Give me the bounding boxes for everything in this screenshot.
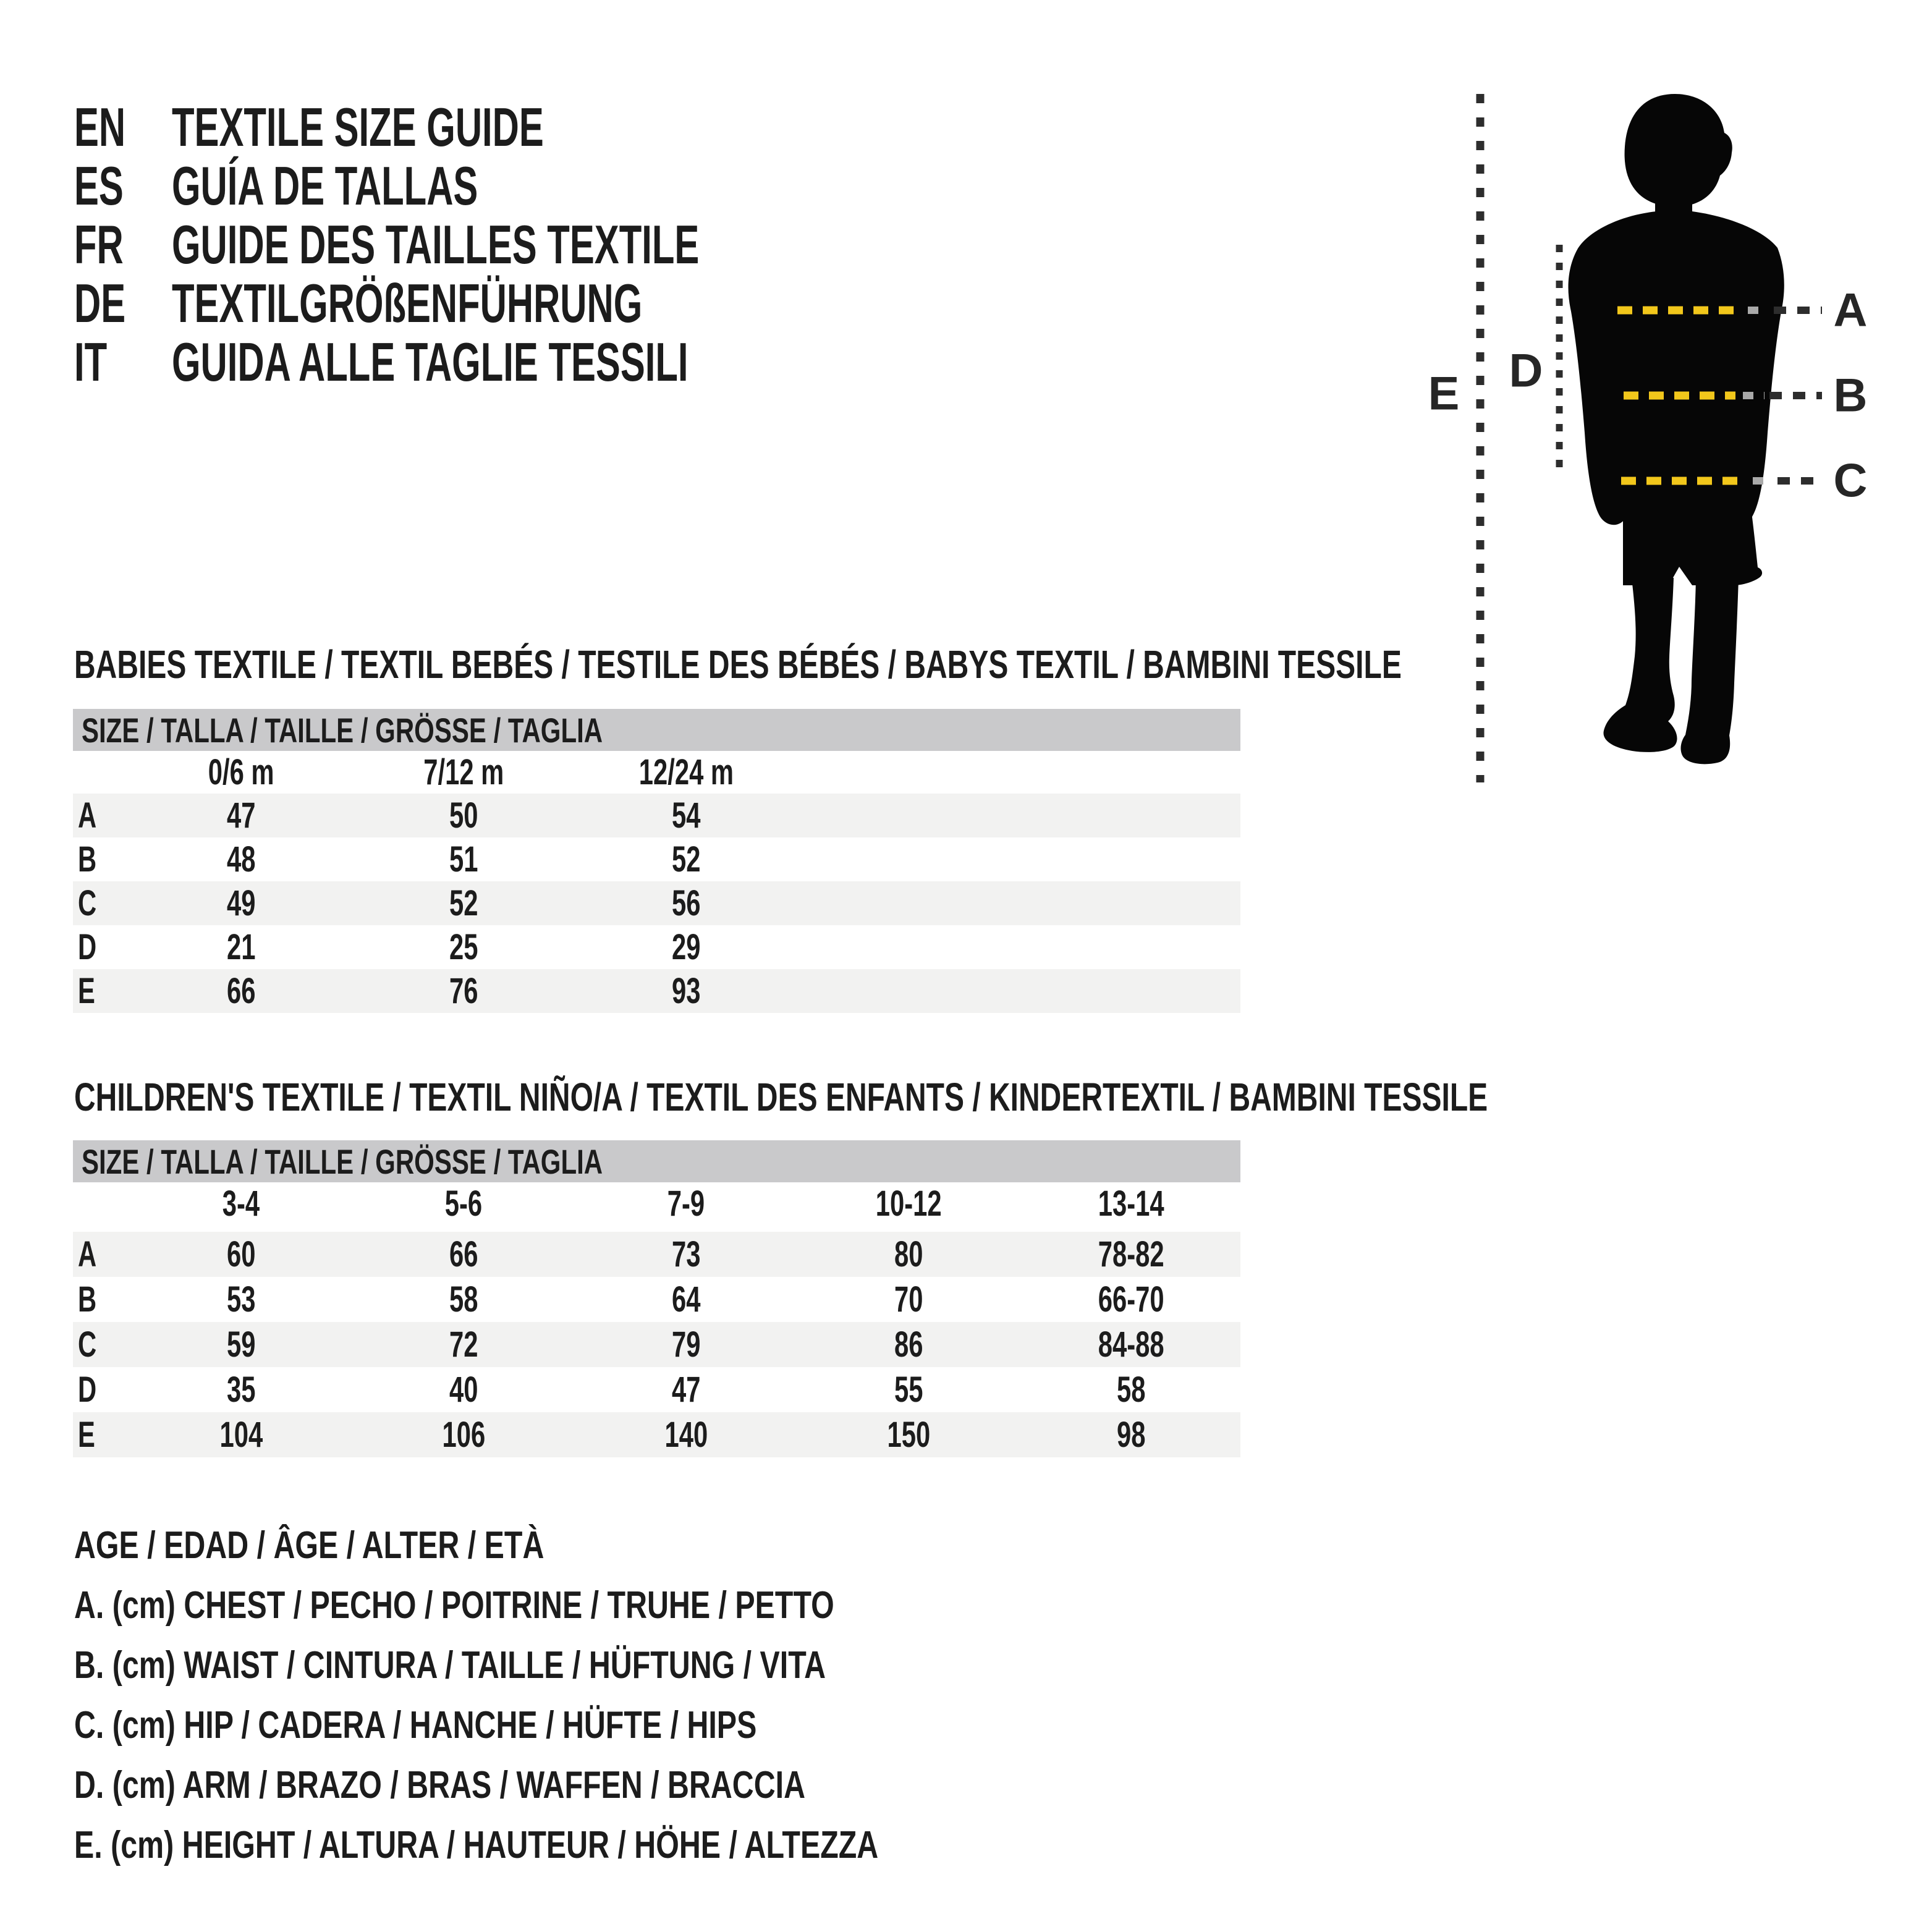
legend-arm-line (74, 1755, 1105, 1815)
legend-chest-line (74, 1575, 1105, 1635)
header-row-fr (74, 215, 947, 274)
children-row-a (73, 1232, 1240, 1277)
legend-waist-line (74, 1635, 1105, 1695)
children-section-title (74, 1075, 1932, 1119)
children-a-val-2: 66 (449, 1234, 478, 1274)
babies-c-val-2: 52 (449, 883, 478, 923)
children-row-d-label: D (78, 1370, 97, 1410)
babies-row-b-label: B (78, 839, 97, 879)
children-a-val-4: 80 (894, 1234, 923, 1274)
children-e-val-2: 106 (442, 1415, 485, 1455)
babies-section-title (74, 643, 1844, 686)
children-row-c (73, 1322, 1240, 1367)
children-c-val-1: 59 (226, 1324, 256, 1365)
babies-b-val-1: 48 (226, 839, 256, 879)
marker-b-label: B (1833, 369, 1868, 422)
babies-row-e (73, 969, 1240, 1013)
lang-code-fr: FR (74, 214, 124, 275)
children-row-d (73, 1367, 1240, 1412)
babies-col-7-12m: 7/12 m (423, 752, 504, 792)
children-e-val-5: 98 (1116, 1415, 1146, 1455)
children-e-val-3: 140 (664, 1415, 708, 1455)
header-row-es (74, 156, 947, 215)
children-b-val-1: 53 (226, 1279, 256, 1320)
children-b-val-4: 70 (894, 1279, 923, 1320)
children-d-val-3: 47 (671, 1370, 701, 1410)
children-c-val-3: 79 (671, 1324, 701, 1365)
measurement-legend (74, 1515, 1105, 1875)
header-row-it (74, 333, 947, 391)
legend-height-line (74, 1815, 1105, 1875)
children-d-val-5: 58 (1116, 1370, 1146, 1410)
children-row-b (73, 1277, 1240, 1322)
babies-e-val-2: 76 (449, 971, 478, 1011)
children-e-val-4: 150 (887, 1415, 930, 1455)
babies-d-val-3: 29 (671, 927, 701, 967)
babies-row-b (73, 837, 1240, 881)
babies-b-val-2: 51 (449, 839, 478, 879)
children-column-header-row (73, 1182, 1240, 1224)
babies-row-c (73, 881, 1240, 925)
legend-waist-text: B. (cm) WAIST / CINTURA / TAILLE / HÜFTUNG / VITA (74, 1644, 826, 1687)
legend-chest-text: A. (cm) CHEST / PECHO / POITRINE / TRUHE / PETTO (74, 1584, 834, 1627)
babies-row-d (73, 925, 1240, 969)
title-es: GUÍA DE TALLAS (172, 155, 478, 216)
children-a-val-1: 60 (226, 1234, 256, 1274)
title-it: GUIDA ALLE TAGLIE TESSILI (172, 331, 688, 392)
measurement-diagram (1409, 87, 1932, 816)
marker-c-label: C (1833, 454, 1868, 507)
babies-size-header-bar (73, 709, 1240, 751)
legend-hip-text: C. (cm) HIP / CADERA / HANCHE / HÜFTE / HIPS (74, 1704, 757, 1747)
children-section-title-text: CHILDREN'S TEXTILE / TEXTIL NIÑO/A / TEXTIL DES ENFANTS / KINDERTEXTIL / BAMBINI TESSILE (74, 1075, 1488, 1119)
marker-d-label: D (1509, 344, 1543, 397)
lang-code-en: EN (74, 96, 126, 158)
children-size-header-bar (73, 1140, 1240, 1182)
babies-a-val-1: 47 (226, 795, 256, 836)
babies-row-a (73, 794, 1240, 837)
babies-col-0-6m: 0/6 m (208, 752, 274, 792)
lang-code-it: IT (74, 331, 108, 392)
title-en: TEXTILE SIZE GUIDE (172, 96, 544, 158)
babies-row-c-label: C (78, 883, 97, 923)
children-b-val-3: 64 (671, 1279, 701, 1320)
babies-b-val-3: 52 (671, 839, 701, 879)
children-row-e-label: E (78, 1415, 95, 1455)
children-row-b-label: B (78, 1279, 97, 1320)
children-b-val-2: 58 (449, 1279, 478, 1320)
children-e-val-1: 104 (219, 1415, 263, 1455)
children-col-7-9: 7-9 (667, 1183, 705, 1224)
legend-age-line (74, 1515, 1105, 1575)
children-c-val-2: 72 (449, 1324, 478, 1365)
babies-e-val-1: 66 (226, 971, 256, 1011)
babies-a-val-3: 54 (671, 795, 701, 836)
children-col-5-6: 5-6 (444, 1183, 483, 1224)
babies-c-val-3: 56 (671, 883, 701, 923)
marker-e-label: E (1428, 367, 1460, 420)
children-c-val-4: 86 (894, 1324, 923, 1365)
children-col-13-14: 13-14 (1098, 1183, 1164, 1224)
babies-d-val-2: 25 (449, 927, 478, 967)
title-de: TEXTILGRÖßENFÜHRUNG (172, 273, 643, 334)
children-col-3-4: 3-4 (222, 1183, 260, 1224)
language-header (74, 98, 947, 391)
header-row-de (74, 274, 947, 333)
legend-arm-text: D. (cm) ARM / BRAZO / BRAS / WAFFEN / BRACCIA (74, 1764, 806, 1807)
babies-c-val-1: 49 (226, 883, 256, 923)
babies-e-val-3: 93 (671, 971, 701, 1011)
children-b-val-5: 66-70 (1098, 1279, 1164, 1320)
header-row-en (74, 98, 947, 156)
children-row-a-label: A (78, 1234, 97, 1274)
babies-row-d-label: D (78, 927, 97, 967)
children-row-e (73, 1412, 1240, 1457)
children-d-val-2: 40 (449, 1370, 478, 1410)
lang-code-es: ES (74, 155, 124, 216)
babies-row-e-label: E (78, 971, 95, 1011)
legend-age-text: AGE / EDAD / ÂGE / ALTER / ETÀ (74, 1524, 544, 1567)
lang-code-de: DE (74, 273, 126, 334)
babies-section-title-text: BABIES TEXTILE / TEXTIL BEBÉS / TESTILE DES BÉBÉS / BABYS TEXTIL / BAMBINI TESSILE (74, 642, 1402, 687)
babies-row-a-label: A (78, 795, 97, 836)
babies-d-val-1: 21 (226, 927, 256, 967)
title-fr: GUIDE DES TAILLES TEXTILE (172, 214, 700, 275)
children-a-val-5: 78-82 (1098, 1234, 1164, 1274)
marker-a-label: A (1833, 284, 1868, 337)
child-silhouette-figure (1409, 87, 1932, 816)
children-size-header-text: SIZE / TALLA / TAILLE / GRÖSSE / TAGLIA (82, 1142, 603, 1181)
children-row-c-label: C (78, 1324, 97, 1365)
legend-hip-line (74, 1695, 1105, 1755)
children-c-val-5: 84-88 (1098, 1324, 1164, 1365)
babies-a-val-2: 50 (449, 795, 478, 836)
babies-col-12-24m: 12/24 m (638, 752, 734, 792)
babies-size-header-text: SIZE / TALLA / TAILLE / GRÖSSE / TAGLIA (82, 710, 603, 750)
children-d-val-1: 35 (226, 1370, 256, 1410)
silhouette-shorts (1623, 494, 1762, 585)
children-d-val-4: 55 (894, 1370, 923, 1410)
babies-column-header-row (73, 751, 1240, 793)
children-col-10-12: 10-12 (875, 1183, 942, 1224)
legend-height-text: E. (cm) HEIGHT / ALTURA / HAUTEUR / HÖHE / ALTEZZA (74, 1824, 879, 1866)
children-a-val-3: 73 (671, 1234, 701, 1274)
